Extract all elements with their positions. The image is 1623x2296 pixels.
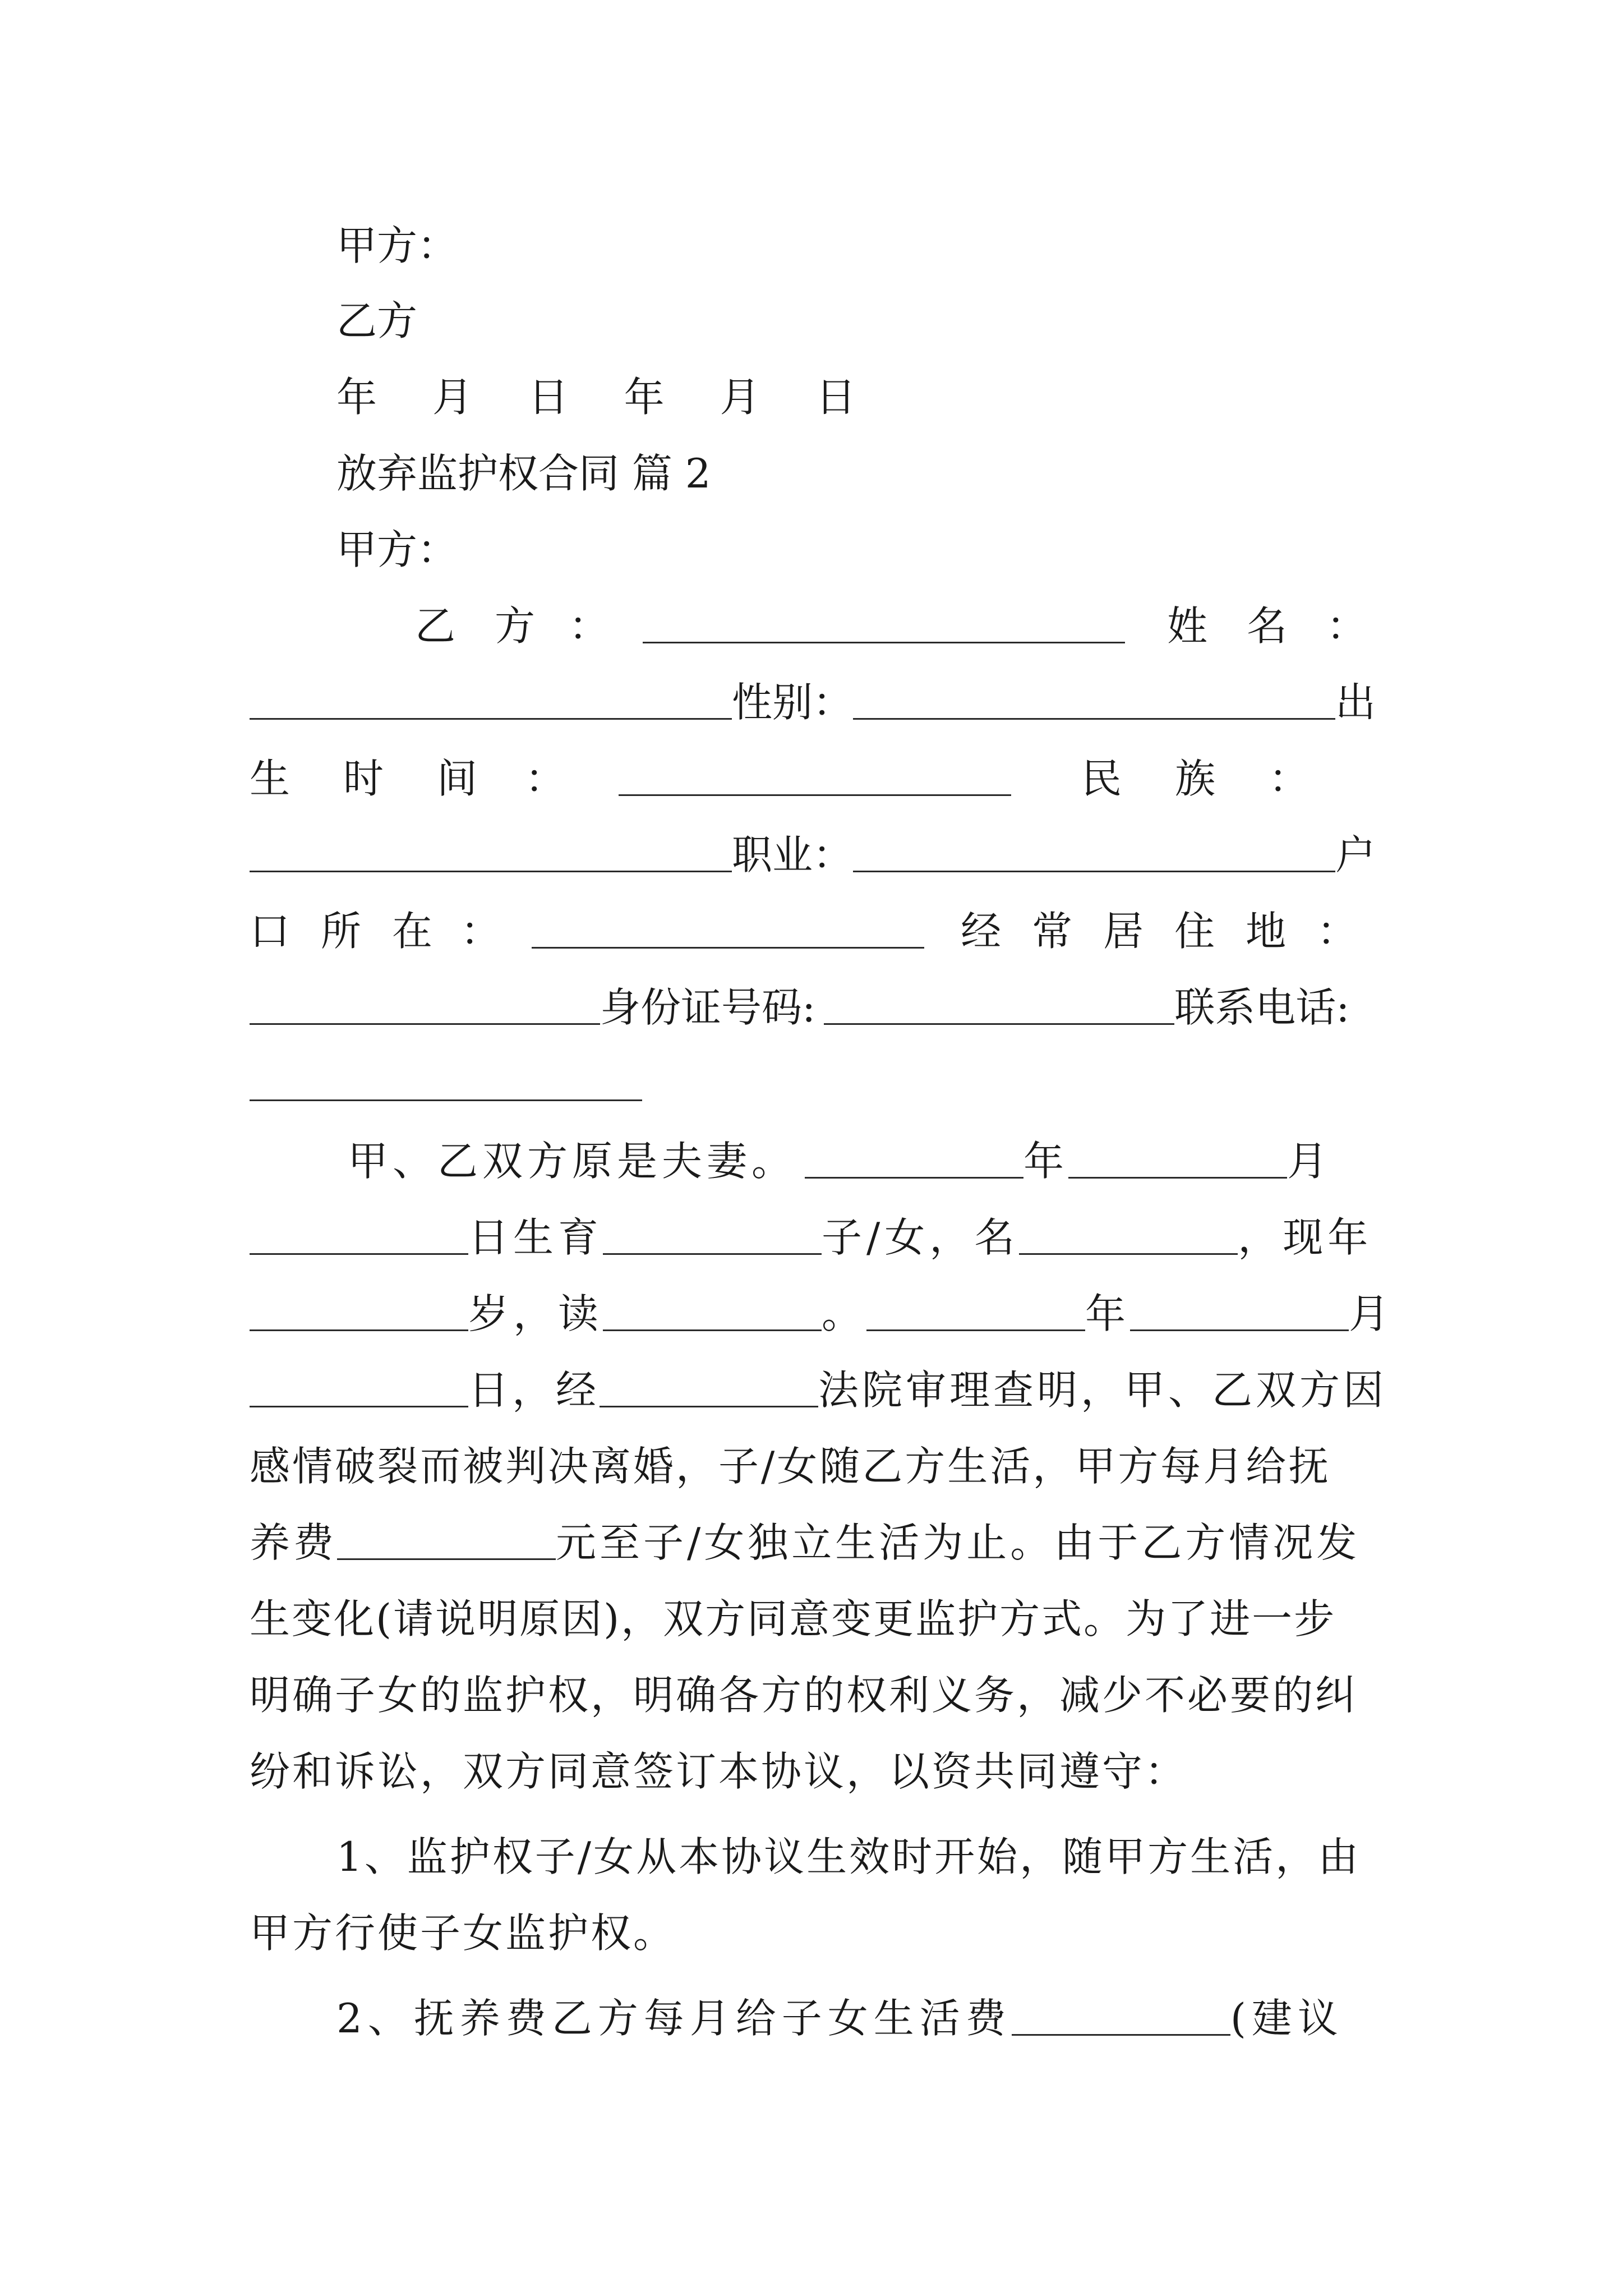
paragraph-line [250,1585,1388,1653]
line-text: 姓 [1167,602,1208,650]
paragraph-line [348,1128,1388,1195]
line-text: 子/女，名 [822,1214,1020,1261]
blank-field[interactable] [250,991,600,1025]
line-text: 年 [1023,1138,1069,1185]
line-text: ： [460,908,501,955]
line-text: 养费 [250,1519,338,1566]
blank-field[interactable] [1068,1144,1287,1179]
blank-field[interactable] [619,762,1011,796]
line-text: 在 [392,908,433,955]
line-text: 身份证号码: [600,984,816,1031]
line-text: 性别： [732,679,854,726]
line-text: 元至子/女独立生活为止。由于乙方情况发 [556,1519,1361,1566]
line-text: 联系电话: [1174,984,1350,1031]
line-text: 明确子女的监护权，明确各方的权利义务，减少不必要的纠 [250,1672,1358,1719]
blank-field[interactable] [603,1221,822,1255]
paragraph-line [250,1204,1388,1271]
line-text: 生 [250,755,291,802]
heading-text: 放弃监护权合同 篇 2 [336,450,711,497]
party-b-name-line [415,592,1377,660]
line-text: 常 [1032,908,1073,955]
gender-line [250,669,1388,736]
blank-field[interactable] [250,1067,642,1101]
id-phone-line [250,974,1388,1041]
blank-field[interactable] [250,1373,468,1407]
blank-field[interactable] [532,914,924,949]
section-heading [336,440,1475,507]
line-text: 年 月 日 年 月 日 [336,374,878,421]
residence-line [250,898,1388,965]
line-text: ： [1326,602,1367,650]
line-text: 时 [343,755,384,802]
line-text: 居 [1103,908,1144,955]
phone-blank-line [250,1050,1388,1117]
paragraph-line [250,1356,1388,1424]
line-text: (建议 [1230,1995,1344,2042]
line-text: 纷和诉讼，双方同意签订本协议，以资共同遵守： [250,1748,1188,1795]
paragraph-line [250,1280,1394,1347]
line-text: 月 [1287,1138,1332,1185]
blank-field[interactable] [603,1297,822,1331]
party-a-label-2 [336,516,1475,583]
blank-field[interactable] [337,1526,556,1560]
line-text: 口 [250,908,291,955]
date-line [336,364,1475,431]
line-text: 职业： [732,831,854,878]
blank-field[interactable] [866,1297,1085,1331]
paragraph-line [250,1509,1388,1576]
line-text: 甲方行使子女监护权。 [250,1910,676,1957]
line-text: 月 [1349,1290,1394,1337]
line-text: 乙方 [336,297,418,344]
line-text: ： [1269,755,1310,802]
line-text: 法院审理查明，甲、乙双方因 [818,1366,1387,1414]
line-text: 日，经 [468,1366,600,1414]
line-text: 岁，读 [468,1290,603,1337]
clause-2-line [336,1985,1388,2052]
line-text: 地 [1246,908,1287,955]
party-a-label-1 [336,212,1475,279]
line-text: 乙 [415,602,456,650]
blank-field[interactable] [250,685,732,720]
line-text: 民 [1081,755,1122,802]
line-text: 甲方： [336,526,458,573]
blank-field[interactable] [643,609,1125,643]
clause-1-continuation [250,1899,1388,1967]
line-text: ： [1317,908,1358,955]
paragraph-line [250,1738,1388,1805]
line-text: 1、监护权子/女从本协议生效时开始，随甲方生活，由 [336,1833,1361,1880]
line-text: 感情破裂而被判决离婚，子/女随乙方生活，甲方每月给抚 [250,1443,1331,1490]
occupation-line [250,821,1388,889]
blank-field[interactable] [250,1297,468,1331]
party-b-label-1 [336,287,1475,355]
line-text: ： [569,602,610,650]
line-text: 。 [822,1290,867,1337]
line-text: 名 [1247,602,1288,650]
line-text: 日生育 [468,1214,603,1261]
line-text: 所 [321,908,362,955]
blank-field[interactable] [853,685,1335,720]
blank-field[interactable] [1012,2001,1230,2036]
line-text: 年 [1085,1290,1131,1337]
line-text: 方 [495,602,536,650]
blank-field[interactable] [600,1373,818,1407]
paragraph-line [250,1662,1388,1729]
line-text: 出 [1335,679,1376,726]
line-text: 族 [1175,755,1216,802]
clause-1-line [336,1823,1388,1890]
blank-field[interactable] [1019,1221,1238,1255]
line-text: ，现年 [1238,1214,1373,1261]
blank-field[interactable] [1130,1297,1349,1331]
blank-field[interactable] [805,1144,1023,1179]
line-text: 间 [437,755,478,802]
blank-field[interactable] [824,991,1174,1025]
line-text: 甲、乙双方原是夫妻。 [348,1138,797,1185]
blank-field[interactable] [853,838,1335,872]
line-text: 户 [1335,831,1376,878]
paragraph-line [250,1433,1388,1500]
line-text: 生变化(请说明原因)，双方同意变更监护方式。为了进一步 [250,1595,1336,1642]
line-text: 经 [961,908,1002,955]
line-text: ： [525,755,566,802]
line-text: 住 [1174,908,1215,955]
line-text: 甲方： [336,222,458,269]
line-text: 2、抚养费乙方每月给子女生活费 [336,1995,1012,2042]
blank-field[interactable] [250,1221,468,1255]
blank-field[interactable] [250,838,732,872]
birth-ethnicity-line [250,745,1388,812]
